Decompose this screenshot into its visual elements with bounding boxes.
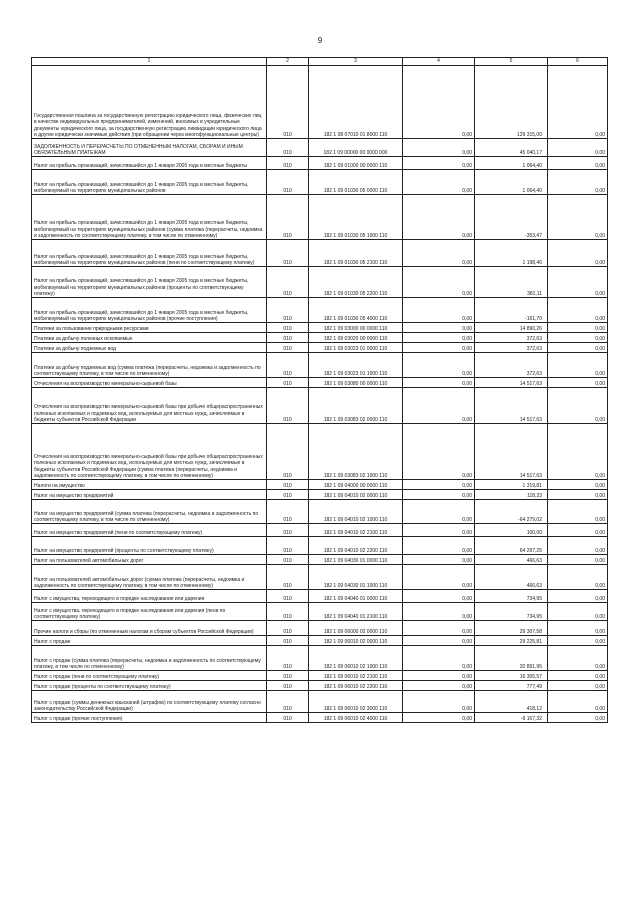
row-value-col5: -64 279,02 xyxy=(475,500,548,524)
row-value-col6: 0,00 xyxy=(548,388,608,424)
row-line-code: 010 xyxy=(267,353,309,378)
row-name: Налоги на имущество xyxy=(32,480,267,490)
row-line-code: 010 xyxy=(267,480,309,490)
row-value-col4: 0,00 xyxy=(403,343,475,353)
table-row xyxy=(32,388,608,424)
row-budget-code: 182 1 09 04040 01 2100 110 xyxy=(309,603,403,621)
row-budget-code: 182 1 09 06010 02 2200 110 xyxy=(309,681,403,691)
row-budget-code: 182 1 09 04010 02 2200 110 xyxy=(309,537,403,555)
row-name: Налог на прибыль организаций, зачислявшийся до 1 января 2005 года в местные бюджеты, мобилизуемый на территориях муниципальных районов (проценты по соответствующему платежу) xyxy=(32,267,267,298)
row-value-col6: 0,00 xyxy=(548,636,608,646)
row-budget-code: 182 1 09 06010 02 4000 110 xyxy=(309,713,403,723)
row-value-col6: 0,00 xyxy=(548,603,608,621)
row-name: Налог с продаж (суммы денежных взысканий (штрафов) по соответствующему платежу согласно законодательству Российской Федерации) xyxy=(32,691,267,713)
row-line-code: 010 xyxy=(267,713,309,723)
row-line-code: 010 xyxy=(267,671,309,681)
table-row xyxy=(32,424,608,480)
row-value-col5: 466,63 xyxy=(475,555,548,565)
revenue-table xyxy=(31,57,608,723)
row-line-code: 010 xyxy=(267,424,309,480)
row-budget-code: 182 1 09 01030 05 0000 110 xyxy=(309,170,403,195)
table-row xyxy=(32,170,608,195)
row-value-col4: 0,00 xyxy=(403,353,475,378)
table-row xyxy=(32,139,608,157)
row-value-col4: 0,00 xyxy=(403,590,475,603)
row-value-col6: 0,00 xyxy=(548,646,608,671)
column-header-3: 3 xyxy=(309,58,403,66)
row-line-code: 010 xyxy=(267,590,309,603)
row-budget-code: 182 1 08 07010 01 8000 110 xyxy=(309,66,403,139)
row-value-col5: 29 225,81 xyxy=(475,636,548,646)
row-budget-code: 182 1 09 01030 05 4000 110 xyxy=(309,298,403,323)
table-row xyxy=(32,240,608,267)
row-value-col6: 0,00 xyxy=(548,298,608,323)
table-row xyxy=(32,671,608,681)
row-value-col5: 16 305,57 xyxy=(475,671,548,681)
row-line-code: 010 xyxy=(267,500,309,524)
row-budget-code: 182 1 09 01030 05 1000 110 xyxy=(309,195,403,240)
row-value-col6: 0,00 xyxy=(548,267,608,298)
row-value-col6: 0,00 xyxy=(548,681,608,691)
table-row xyxy=(32,681,608,691)
table-row xyxy=(32,195,608,240)
row-name: Отчисления на воспроизводство минерально-сырьевой базы xyxy=(32,378,267,388)
column-header-1: 1 xyxy=(32,58,267,66)
row-value-col5: 14 517,63 xyxy=(475,388,548,424)
row-value-col4: 0,00 xyxy=(403,691,475,713)
row-value-col6: 0,00 xyxy=(548,195,608,240)
column-header-2: 2 xyxy=(267,58,309,66)
row-value-col5: 777,49 xyxy=(475,681,548,691)
row-budget-code: 182 1 09 04040 01 0000 110 xyxy=(309,590,403,603)
row-name: Прочие налоги и сборы (по отмененным налогам и сборам субъектов Российской Федерации) xyxy=(32,621,267,636)
row-value-col6: 0,00 xyxy=(548,333,608,343)
row-value-col4: 0,00 xyxy=(403,555,475,565)
row-line-code: 010 xyxy=(267,267,309,298)
row-value-col6: 0,00 xyxy=(548,480,608,490)
row-value-col6: 0,00 xyxy=(548,565,608,590)
row-name: Налог с продаж (прочие поступления) xyxy=(32,713,267,723)
table-row xyxy=(32,490,608,500)
row-name: Налог с продаж (сумма платежа (перерасчеты, недоимка и задолженность по соответствующему платежу, в том числе по отмененному) xyxy=(32,646,267,671)
row-budget-code: 182 1 09 00000 00 0000 000 xyxy=(309,139,403,157)
column-header-5: 5 xyxy=(475,58,548,66)
row-value-col6: 0,00 xyxy=(548,691,608,713)
row-name: Платежи за добычу подземных вод (сумма платежа (перерасчеты, недоимка и задолженность по соответствующему платежу, в том числе по отмененному) xyxy=(32,353,267,378)
row-value-col4: 0,00 xyxy=(403,388,475,424)
row-name: Налог на имущество предприятий (проценты по соответствующему платежу) xyxy=(32,537,267,555)
row-name: Государственная пошлина за государственную регистрацию юридического лица, физических лиц в качестве индивидуальных предпринимателей, изменений, вносимых в учредительные документы юридического лица, за государственную регистрацию ликвидации юридического лица и другие юридически значимые действия (при обращении через многофункциональные центры) xyxy=(32,66,267,139)
table-row xyxy=(32,333,608,343)
row-value-col5: 29 307,58 xyxy=(475,621,548,636)
row-value-col5: 418,12 xyxy=(475,691,548,713)
row-name: Налог с продаж (пени по соответствующему платежу) xyxy=(32,671,267,681)
table-row xyxy=(32,323,608,333)
table-row xyxy=(32,646,608,671)
row-value-col5: 372,63 xyxy=(475,343,548,353)
row-line-code: 010 xyxy=(267,603,309,621)
row-value-col6: 0,00 xyxy=(548,621,608,636)
row-name: Отчисления на воспроизводство минерально-сырьевой базы при добыче общераспространенных полезных ископаемых и подземных вод, используемых для местных нужд, зачисляемые в бюджеты субъектов Российской Федерации xyxy=(32,388,267,424)
row-value-col6: 0,00 xyxy=(548,240,608,267)
row-budget-code: 182 1 09 03083 02 1000 110 xyxy=(309,424,403,480)
row-name: Платежи за добычу подземных вод xyxy=(32,343,267,353)
row-name: Налог на прибыль организаций, зачислявшийся до 1 января 2005 года в местные бюджеты, мобилизуемый на территориях муниципальных районов (сумма платежа (перерасчеты, недоимка и задолженность по соответствующему платежу, в том числе по отмененному) xyxy=(32,195,267,240)
row-budget-code: 182 1 09 03023 01 1000 110 xyxy=(309,353,403,378)
row-value-col5: 372,63 xyxy=(475,333,548,343)
row-name: Налог с продаж xyxy=(32,636,267,646)
row-line-code: 010 xyxy=(267,240,309,267)
table-row xyxy=(32,603,608,621)
row-line-code: 010 xyxy=(267,378,309,388)
row-line-code: 010 xyxy=(267,681,309,691)
row-budget-code: 182 1 09 06010 02 2100 110 xyxy=(309,671,403,681)
row-value-col6: 0,00 xyxy=(548,157,608,170)
row-line-code: 010 xyxy=(267,139,309,157)
table-row xyxy=(32,621,608,636)
row-budget-code: 182 1 09 06010 02 0000 110 xyxy=(309,636,403,646)
row-budget-code: 182 1 09 01030 05 2100 110 xyxy=(309,240,403,267)
row-value-col4: 0,00 xyxy=(403,636,475,646)
row-value-col6: 0,00 xyxy=(548,671,608,681)
row-line-code: 010 xyxy=(267,157,309,170)
table-row xyxy=(32,565,608,590)
table-row xyxy=(32,298,608,323)
table-row xyxy=(32,378,608,388)
row-name: Платежи за пользование природными ресурсами xyxy=(32,323,267,333)
row-budget-code: 182 1 09 06010 02 3000 110 xyxy=(309,691,403,713)
row-name: Налог на прибыль организаций, зачислявшийся до 1 января 2005 года в местные бюджеты, мобилизуемый на территориях муниципальных районов (прочие поступления) xyxy=(32,298,267,323)
row-value-col6: 0,00 xyxy=(548,378,608,388)
row-line-code: 010 xyxy=(267,565,309,590)
row-value-col4: 0,00 xyxy=(403,490,475,500)
row-value-col4: 0,00 xyxy=(403,157,475,170)
table-body xyxy=(32,66,608,723)
row-value-col4: 0,00 xyxy=(403,195,475,240)
row-value-col4: 0,00 xyxy=(403,378,475,388)
row-value-col6: 0,00 xyxy=(548,343,608,353)
row-line-code: 010 xyxy=(267,621,309,636)
row-line-code: 010 xyxy=(267,298,309,323)
row-value-col6: 0,00 xyxy=(548,353,608,378)
row-value-col5: 466,63 xyxy=(475,565,548,590)
row-name: Налог с имущества, переходящего в порядке наследования или дарения xyxy=(32,590,267,603)
row-name: Отчисления на воспроизводство минерально-сырьевой базы при добыче общераспространенных полезных ископаемых и подземных вод, используемых для местных нужд, зачисляемые в бюджеты субъектов Российской Федерации (сумма платежа (перерасчеты, недоимка и задолженность по соответствующему платежу, в том числе по отмененному) xyxy=(32,424,267,480)
row-value-col5: -353,47 xyxy=(475,195,548,240)
row-budget-code: 182 1 09 03023 01 0000 110 xyxy=(309,343,403,353)
row-value-col5: 14 890,26 xyxy=(475,323,548,333)
table-row xyxy=(32,713,608,723)
row-value-col4: 0,00 xyxy=(403,621,475,636)
row-value-col4: 0,00 xyxy=(403,170,475,195)
table-row xyxy=(32,636,608,646)
row-line-code: 010 xyxy=(267,646,309,671)
row-value-col5: 100,00 xyxy=(475,524,548,537)
row-line-code: 010 xyxy=(267,343,309,353)
page-number: 9 xyxy=(317,36,323,45)
row-value-col4: 0,00 xyxy=(403,139,475,157)
row-value-col4: 0,00 xyxy=(403,66,475,139)
row-budget-code: 182 1 09 01030 05 2200 110 xyxy=(309,267,403,298)
column-number-row xyxy=(32,58,608,66)
row-line-code: 010 xyxy=(267,555,309,565)
row-value-col6: 0,00 xyxy=(548,66,608,139)
table-row xyxy=(32,691,608,713)
row-value-col4: 0,00 xyxy=(403,298,475,323)
row-value-col6: 0,00 xyxy=(548,590,608,603)
row-line-code: 010 xyxy=(267,490,309,500)
row-value-col5: 734,95 xyxy=(475,603,548,621)
row-name: Налог на пользователей автомобильных дорог xyxy=(32,555,267,565)
row-value-col5: 14 517,63 xyxy=(475,378,548,388)
row-name: Налог на имущество предприятий xyxy=(32,490,267,500)
row-budget-code: 182 1 09 04010 02 0000 110 xyxy=(309,490,403,500)
row-name: ЗАДОЛЖЕННОСТЬ И ПЕРЕРАСЧЕТЫ ПО ОТМЕНЕННЫМ НАЛОГАМ, СБОРАМ И ИНЫМ ОБЯЗАТЕЛЬНЫМ ПЛАТЕЖАМ xyxy=(32,139,267,157)
column-header-6: 6 xyxy=(548,58,608,66)
row-value-col5: 118,23 xyxy=(475,490,548,500)
row-name: Налог с продаж (проценты по соответствующему платежу) xyxy=(32,681,267,691)
row-budget-code: 182 1 09 06010 02 1000 110 xyxy=(309,646,403,671)
row-value-col5: -161,70 xyxy=(475,298,548,323)
row-name: Налог с имущества, переходящего в порядке наследования или дарения (пени по соответствующему платежу) xyxy=(32,603,267,621)
row-line-code: 010 xyxy=(267,323,309,333)
row-line-code: 010 xyxy=(267,170,309,195)
row-name: Налог на прибыль организаций, зачислявшийся до 1 января 2005 года в местные бюджеты xyxy=(32,157,267,170)
table-row xyxy=(32,480,608,490)
row-value-col4: 0,00 xyxy=(403,333,475,343)
row-value-col4: 0,00 xyxy=(403,565,475,590)
row-line-code: 010 xyxy=(267,691,309,713)
row-line-code: 010 xyxy=(267,636,309,646)
row-value-col5: 1 198,46 xyxy=(475,240,548,267)
row-value-col6: 0,00 xyxy=(548,139,608,157)
table-row xyxy=(32,537,608,555)
row-value-col5: 1 064,40 xyxy=(475,157,548,170)
row-value-col4: 0,00 xyxy=(403,480,475,490)
table-row xyxy=(32,343,608,353)
row-value-col4: 0,00 xyxy=(403,603,475,621)
row-value-col4: 0,00 xyxy=(403,267,475,298)
row-value-col6: 0,00 xyxy=(548,555,608,565)
row-value-col4: 0,00 xyxy=(403,424,475,480)
table-row xyxy=(32,353,608,378)
table-row xyxy=(32,524,608,537)
row-value-col5: 381,11 xyxy=(475,267,548,298)
row-value-col5: 1 064,40 xyxy=(475,170,548,195)
row-value-col4: 0,00 xyxy=(403,681,475,691)
row-line-code: 010 xyxy=(267,388,309,424)
row-line-code: 010 xyxy=(267,333,309,343)
row-budget-code: 182 1 09 04010 02 1000 110 xyxy=(309,500,403,524)
table-row xyxy=(32,157,608,170)
table-row xyxy=(32,267,608,298)
row-value-col5: 20 891,95 xyxy=(475,646,548,671)
row-value-col6: 0,00 xyxy=(548,490,608,500)
row-budget-code: 182 1 09 04010 02 2100 110 xyxy=(309,524,403,537)
row-value-col4: 0,00 xyxy=(403,240,475,267)
row-value-col5: 14 517,63 xyxy=(475,424,548,480)
row-name: Платежи за добычу полезных ископаемых xyxy=(32,333,267,343)
row-budget-code: 182 1 09 04000 00 0000 110 xyxy=(309,480,403,490)
row-name: Налог на прибыль организаций, зачислявшийся до 1 января 2005 года в местные бюджеты, мобилизуемый на территориях муниципальных районов xyxy=(32,170,267,195)
table-row xyxy=(32,500,608,524)
row-budget-code: 182 1 09 03000 00 0000 110 xyxy=(309,323,403,333)
row-budget-code: 182 1 09 04030 01 0000 110 xyxy=(309,555,403,565)
row-value-col6: 0,00 xyxy=(548,713,608,723)
table-row xyxy=(32,555,608,565)
row-value-col6: 0,00 xyxy=(548,524,608,537)
row-value-col5: 64 297,25 xyxy=(475,537,548,555)
table-row xyxy=(32,590,608,603)
row-value-col5: 1 319,81 xyxy=(475,480,548,490)
row-line-code: 010 xyxy=(267,537,309,555)
column-header-4: 4 xyxy=(403,58,475,66)
row-value-col4: 0,00 xyxy=(403,524,475,537)
row-budget-code: 182 1 09 03083 02 0000 110 xyxy=(309,388,403,424)
row-budget-code: 182 1 09 06000 02 0000 110 xyxy=(309,621,403,636)
row-value-col6: 0,00 xyxy=(548,537,608,555)
row-value-col6: 0,00 xyxy=(548,170,608,195)
row-line-code: 010 xyxy=(267,524,309,537)
row-value-col6: 0,00 xyxy=(548,424,608,480)
row-budget-code: 182 1 09 04030 01 1000 110 xyxy=(309,565,403,590)
row-value-col6: 0,00 xyxy=(548,323,608,333)
row-value-col4: 0,00 xyxy=(403,713,475,723)
row-name: Налог на прибыль организаций, зачислявшийся до 1 января 2005 года в местные бюджеты, мобилизуемый на территориях муниципальных районов (пени по соответствующему платежу) xyxy=(32,240,267,267)
row-value-col5: 734,95 xyxy=(475,590,548,603)
row-value-col4: 0,00 xyxy=(403,671,475,681)
row-name: Налог на имущество предприятий (пени по соответствующему платежу) xyxy=(32,524,267,537)
row-value-col4: 0,00 xyxy=(403,500,475,524)
row-line-code: 010 xyxy=(267,195,309,240)
table-row xyxy=(32,66,608,139)
row-value-col4: 0,00 xyxy=(403,537,475,555)
row-value-col5: -9 167,32 xyxy=(475,713,548,723)
row-name: Налог на имущество предприятий (сумма платежа (перерасчеты, недоимка и задолженность по соответствующему платежу, в том числе по отмененному) xyxy=(32,500,267,524)
row-value-col5: 45 040,17 xyxy=(475,139,548,157)
row-name: Налог на пользователей автомобильных дорог (сумма платежа (перерасчеты, недоимка и задолженность по соответствующему платежу, в том числе по отмененному) xyxy=(32,565,267,590)
row-budget-code: 182 1 09 03080 00 0000 110 xyxy=(309,378,403,388)
row-value-col4: 0,00 xyxy=(403,646,475,671)
row-value-col4: 0,00 xyxy=(403,323,475,333)
row-budget-code: 182 1 09 03020 00 0000 110 xyxy=(309,333,403,343)
row-line-code: 010 xyxy=(267,66,309,139)
row-budget-code: 182 1 09 01000 00 0000 110 xyxy=(309,157,403,170)
row-value-col6: 0,00 xyxy=(548,500,608,524)
row-value-col5: 129 315,00 xyxy=(475,66,548,139)
row-value-col5: 372,63 xyxy=(475,353,548,378)
